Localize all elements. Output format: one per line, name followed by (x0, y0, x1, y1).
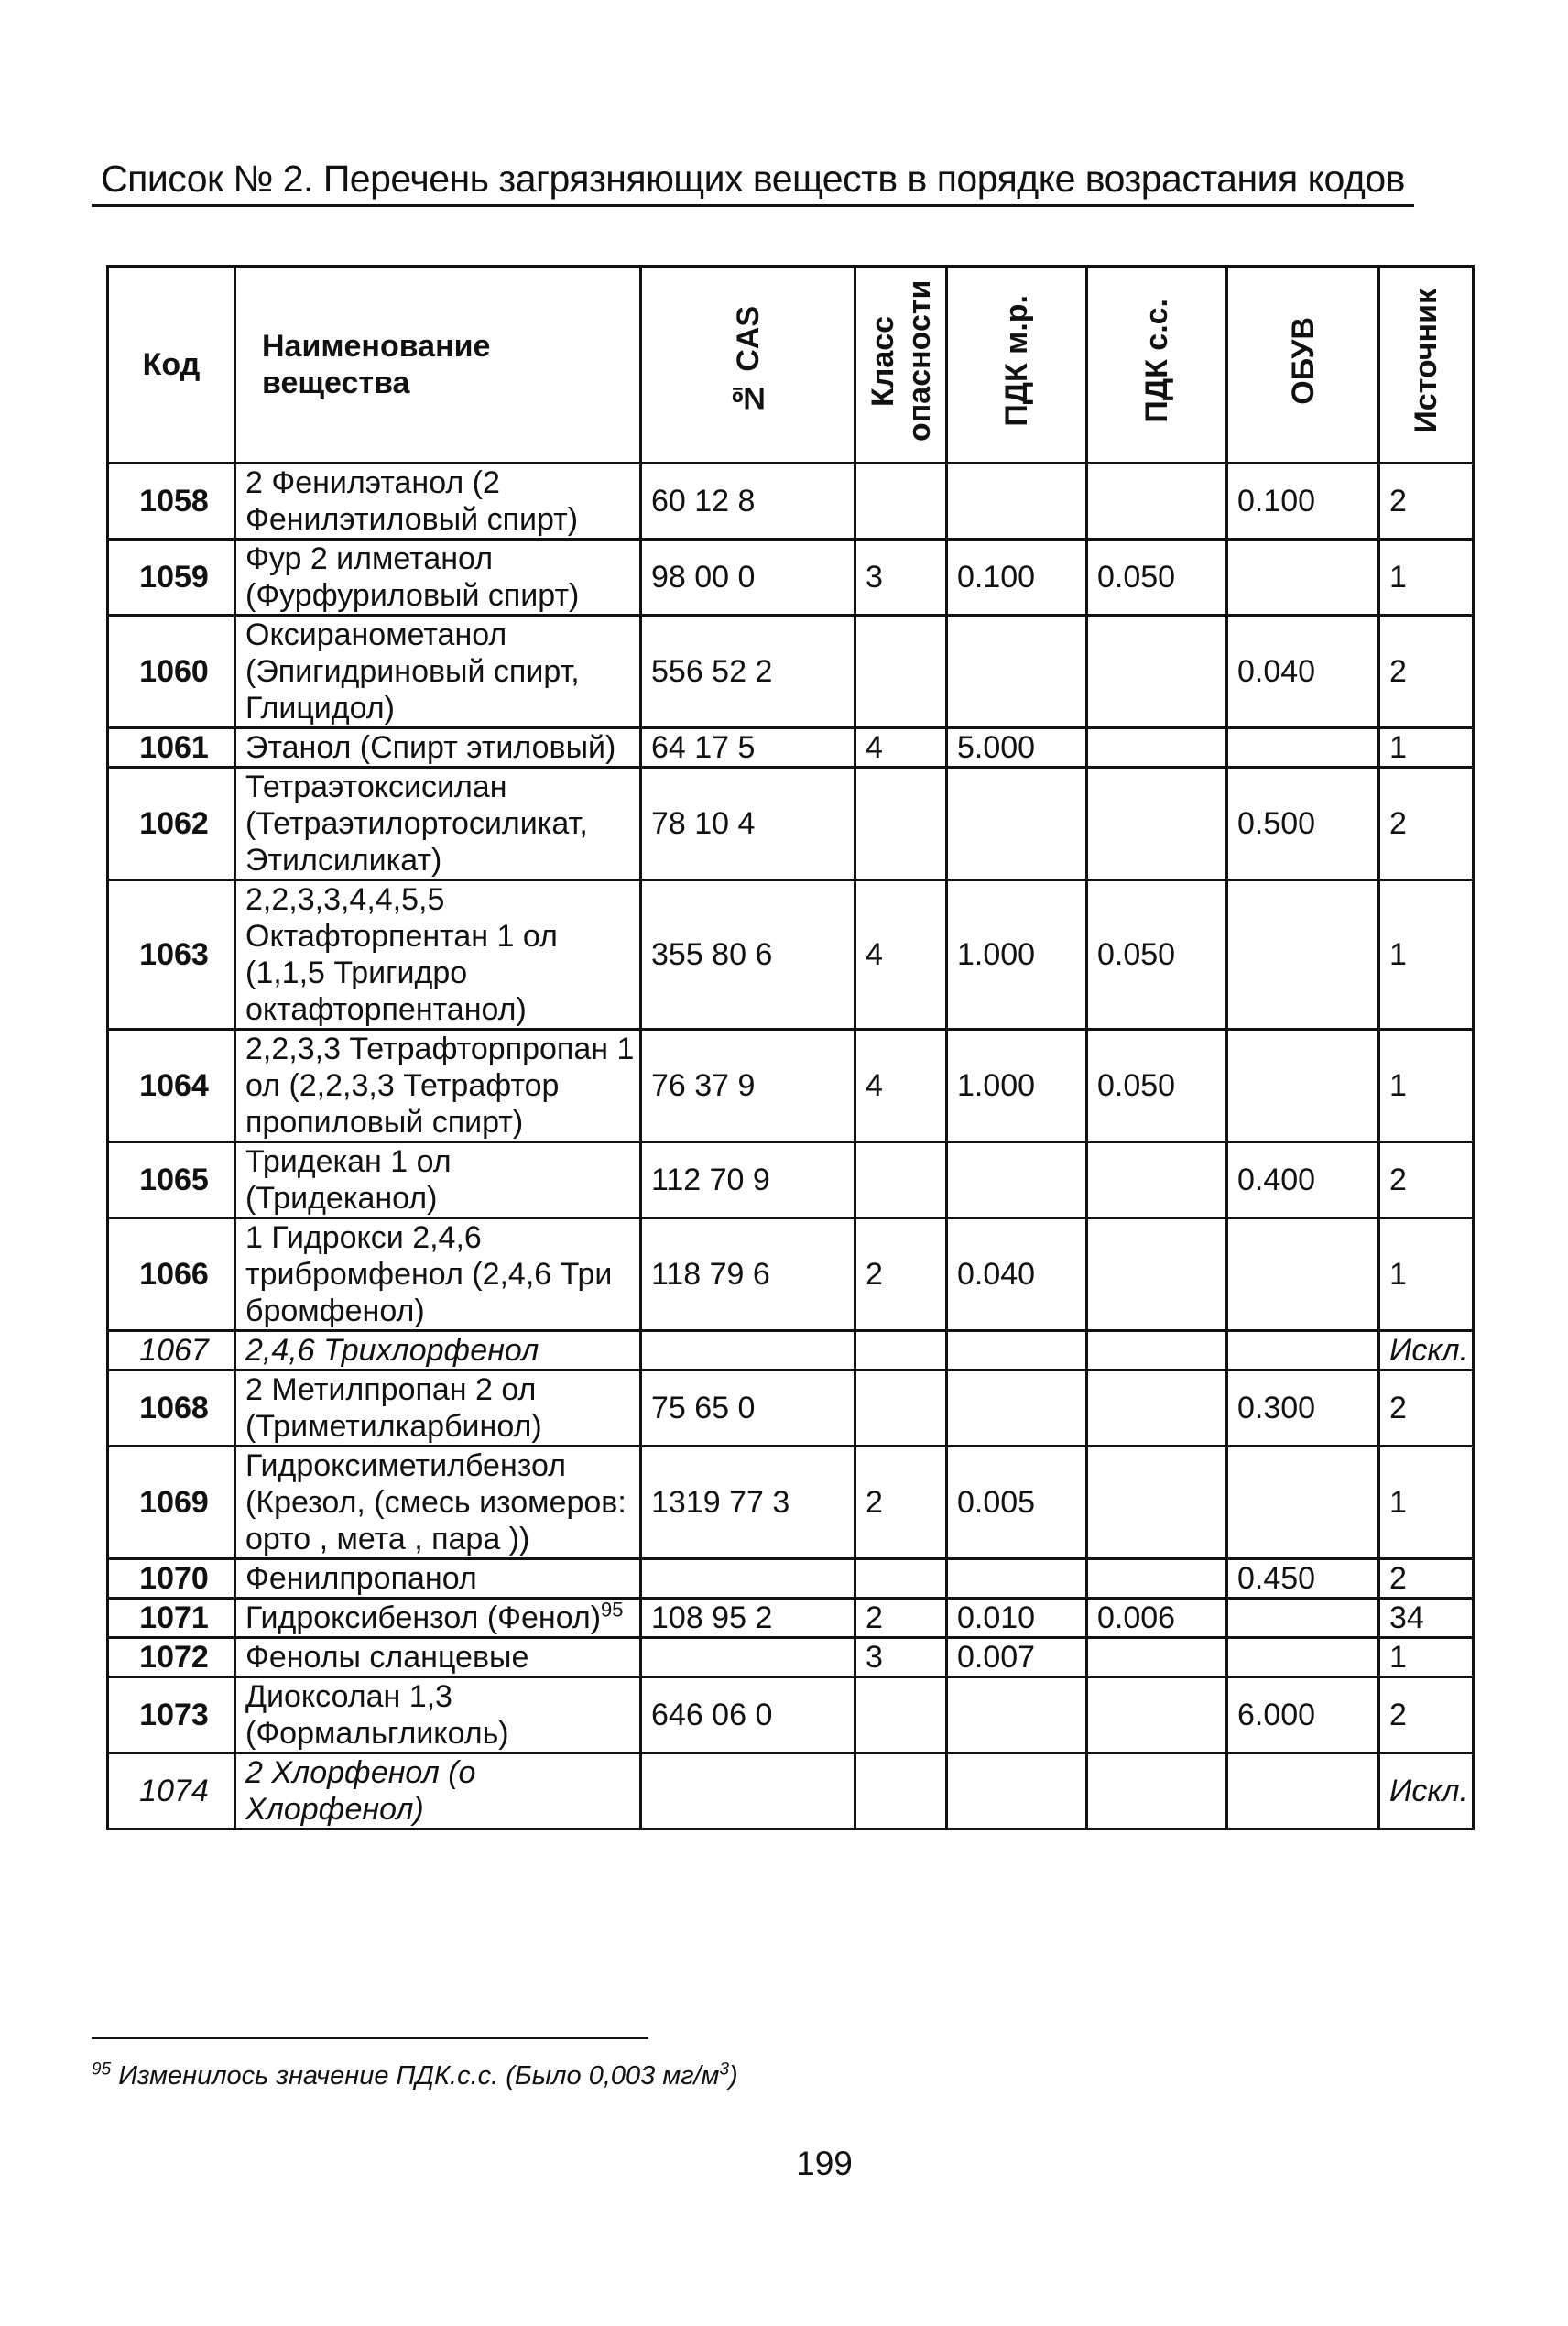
cell-cas-text: 75 65 0 (651, 1391, 756, 1425)
cell-code (108, 880, 235, 1030)
cell-hazard-class (855, 540, 947, 616)
cell-pdk-mr (947, 1638, 1087, 1677)
cell-pdk-ss (1087, 1638, 1227, 1677)
cell-hazard-class (855, 1030, 947, 1142)
cell-code (108, 768, 235, 880)
header-pdk-ss (1087, 267, 1227, 464)
cell-cas-text: 98 00 0 (651, 560, 756, 595)
cell-pdk-ss (1087, 768, 1227, 880)
cell-name (235, 1142, 641, 1218)
cell-pdk-mr (947, 1218, 1087, 1331)
cell-cas-text: 76 37 9 (651, 1068, 756, 1103)
cell-source-text: 2 (1389, 1561, 1407, 1596)
header-pdk-ss-label: ПДК с.с. (1139, 298, 1174, 423)
cell-source (1379, 1447, 1474, 1559)
cell-hazard-class-text: 3 (866, 1640, 883, 1675)
cell-hazard-class (855, 1599, 947, 1638)
cell-cas (641, 768, 855, 880)
header-obuv (1227, 267, 1379, 464)
cell-source-text: 1 (1389, 730, 1407, 765)
cell-pdk-ss (1087, 1599, 1227, 1638)
cell-code (108, 1559, 235, 1599)
cell-code-text: 1062 (139, 806, 209, 841)
header-hazard-class-label: Класс опасности (865, 279, 937, 442)
table-row (108, 1331, 1474, 1370)
cell-cas (641, 1370, 855, 1447)
cell-source (1379, 1331, 1474, 1370)
cell-pdk-ss (1087, 880, 1227, 1030)
cell-cas (641, 1559, 855, 1599)
cell-name (235, 1599, 641, 1638)
cell-hazard-class (855, 1142, 947, 1218)
cell-obuv (1227, 1638, 1379, 1677)
table-row (108, 616, 1474, 728)
cell-hazard-class (855, 1559, 947, 1599)
cell-source-text: 2 (1389, 654, 1407, 689)
cell-pdk-mr (947, 1753, 1087, 1829)
cell-source (1379, 1218, 1474, 1331)
cell-code (108, 1753, 235, 1829)
cell-code-text: 1069 (139, 1485, 209, 1520)
cell-name (235, 1447, 641, 1559)
title-rule (92, 204, 1414, 207)
footnote-closing: ) (729, 2061, 738, 2091)
cell-source (1379, 1599, 1474, 1638)
cell-obuv (1227, 880, 1379, 1030)
cell-source-text: 2 (1389, 1391, 1407, 1425)
cell-code-text: 1072 (139, 1640, 209, 1675)
cell-name-text: Этанол (Спирт этиловый) (245, 730, 616, 765)
cell-name (235, 1559, 641, 1599)
cell-code (108, 1677, 235, 1753)
cell-code-text: 1074 (139, 1774, 209, 1808)
table-row (108, 1142, 1474, 1218)
cell-name-text: Тетраэтоксисилан (Тетраэтилортосиликат, Этилсиликат) (245, 770, 588, 878)
cell-hazard-class (855, 1753, 947, 1829)
cell-pdk-mr (947, 880, 1087, 1030)
cell-cas (641, 464, 855, 540)
table-row (108, 464, 1474, 540)
cell-hazard-class (855, 1677, 947, 1753)
cell-hazard-class-text: 4 (866, 937, 883, 972)
cell-pdk-mr-text: 0.010 (957, 1600, 1036, 1635)
cell-name-text: 2 Фенилэтанол (2 Фенилэтиловый спирт) (245, 465, 579, 537)
cell-code (108, 1142, 235, 1218)
table-row (108, 1030, 1474, 1142)
cell-name-text: 2 Хлорфенол (о Хлорфенол) (245, 1755, 476, 1827)
cell-source (1379, 768, 1474, 880)
cell-name-text: Тридекан 1 ол (Тридеканол) (245, 1144, 452, 1216)
cell-obuv (1227, 540, 1379, 616)
cell-obuv (1227, 1559, 1379, 1599)
cell-name-text: 2,2,3,3 Тетрафторпропан 1 ол (2,2,3,3 Тетрафтор пропиловый спирт) (245, 1032, 635, 1140)
cell-pdk-ss (1087, 1559, 1227, 1599)
cell-obuv (1227, 1142, 1379, 1218)
cell-cas (641, 1331, 855, 1370)
cell-name (235, 768, 641, 880)
cell-pdk-ss (1087, 616, 1227, 728)
cell-name-text: Фенилпропанол (245, 1561, 477, 1596)
cell-source (1379, 1677, 1474, 1753)
cell-code-text: 1065 (139, 1163, 209, 1197)
cell-pdk-mr-text: 0.007 (957, 1640, 1036, 1675)
page-number: 199 (796, 2145, 853, 2182)
cell-pdk-mr-text: 0.040 (957, 1257, 1036, 1292)
cell-code-text: 1059 (139, 560, 209, 595)
cell-source (1379, 1370, 1474, 1447)
cell-hazard-class (855, 616, 947, 728)
cell-source-text: Искл. (1389, 1774, 1468, 1808)
cell-hazard-class (855, 1447, 947, 1559)
cell-name (235, 1218, 641, 1331)
cell-code (108, 728, 235, 768)
cell-source (1379, 1753, 1474, 1829)
cell-source (1379, 1030, 1474, 1142)
cell-source-text: Искл. (1389, 1333, 1468, 1368)
table-row (108, 880, 1474, 1030)
cell-hazard-class (855, 768, 947, 880)
cell-cas (641, 1599, 855, 1638)
cell-name (235, 1030, 641, 1142)
cell-pdk-ss (1087, 1753, 1227, 1829)
cell-hazard-class (855, 880, 947, 1030)
cell-cas-text: 1319 77 3 (651, 1485, 790, 1520)
cell-cas-text: 60 12 8 (651, 484, 756, 519)
cell-pdk-mr-text: 1.000 (957, 937, 1036, 972)
cell-code-text: 1060 (139, 654, 209, 689)
header-source (1379, 267, 1474, 464)
cell-code-text: 1067 (139, 1333, 209, 1368)
cell-name-text: Фур 2 илметанол (Фурфуриловый спирт) (245, 541, 580, 613)
header-source-label: Источник (1409, 288, 1443, 433)
cell-pdk-ss (1087, 1331, 1227, 1370)
cell-obuv (1227, 1447, 1379, 1559)
cell-source (1379, 880, 1474, 1030)
cell-code-text: 1058 (139, 484, 209, 519)
cell-pdk-ss-text: 0.050 (1097, 937, 1176, 972)
cell-source (1379, 1559, 1474, 1599)
cell-pdk-mr-text: 5.000 (957, 730, 1036, 765)
cell-source-text: 1 (1389, 937, 1407, 972)
cell-pdk-ss-text: 0.050 (1097, 1068, 1176, 1103)
cell-obuv (1227, 1218, 1379, 1331)
table-row (108, 540, 1474, 616)
cell-source (1379, 1142, 1474, 1218)
cell-hazard-class-text: 4 (866, 730, 883, 765)
cell-obuv-text: 0.040 (1237, 654, 1316, 689)
table-header-row (108, 267, 1474, 464)
cell-source (1379, 464, 1474, 540)
cell-pdk-mr (947, 1331, 1087, 1370)
table-body (108, 464, 1474, 1829)
cell-code (108, 1331, 235, 1370)
cell-code-text: 1061 (139, 730, 209, 765)
cell-pdk-mr (947, 1030, 1087, 1142)
cell-name-text: Гидроксиметилбензол (Крезол, (смесь изомеров: орто , мета , пара )) (245, 1448, 626, 1556)
cell-code (108, 464, 235, 540)
cell-obuv (1227, 1599, 1379, 1638)
cell-source (1379, 540, 1474, 616)
cell-cas-text: 78 10 4 (651, 806, 756, 841)
cell-source-text: 2 (1389, 1163, 1407, 1197)
cell-pdk-mr-text: 0.100 (957, 560, 1036, 595)
cell-pdk-ss-text: 0.006 (1097, 1600, 1176, 1635)
footnote-reference: 95 (601, 1598, 624, 1622)
table-row (108, 768, 1474, 880)
header-hazard-class (855, 267, 947, 464)
footnote (92, 2059, 738, 2092)
cell-hazard-class-text: 2 (866, 1600, 883, 1635)
cell-hazard-class (855, 1331, 947, 1370)
cell-code-text: 1064 (139, 1068, 209, 1103)
cell-cas-text: 556 52 2 (651, 654, 773, 689)
cell-name (235, 540, 641, 616)
page-title: Список № 2. Перечень загрязняющих веществ в порядке возрастания кодов (101, 158, 1405, 200)
header-cas (641, 267, 855, 464)
cell-cas (641, 1753, 855, 1829)
cell-pdk-mr (947, 1142, 1087, 1218)
cell-obuv-text: 0.300 (1237, 1391, 1316, 1425)
cell-hazard-class-text: 3 (866, 560, 883, 595)
header-pdk-mr-label: ПДК м.р. (999, 294, 1034, 427)
cell-cas-text: 64 17 5 (651, 730, 756, 765)
cell-name (235, 1331, 641, 1370)
cell-obuv-text: 6.000 (1237, 1698, 1316, 1732)
cell-pdk-mr (947, 464, 1087, 540)
cell-source-text: 2 (1389, 1698, 1407, 1732)
cell-cas (641, 1030, 855, 1142)
cell-hazard-class (855, 1218, 947, 1331)
cell-source-text: 34 (1389, 1600, 1424, 1635)
cell-name (235, 1638, 641, 1677)
header-pdk-mr (947, 267, 1087, 464)
cell-pdk-mr (947, 1599, 1087, 1638)
cell-hazard-class-text: 4 (866, 1068, 883, 1103)
cell-name-text: Гидроксибензол (Фенол) (245, 1600, 602, 1635)
substances-table (106, 265, 1475, 1830)
cell-pdk-ss (1087, 1142, 1227, 1218)
cell-pdk-mr-text: 1.000 (957, 1068, 1036, 1103)
cell-code (108, 616, 235, 728)
cell-source (1379, 616, 1474, 728)
cell-code (108, 1447, 235, 1559)
cell-pdk-ss-text: 0.050 (1097, 560, 1176, 595)
cell-obuv (1227, 768, 1379, 880)
cell-pdk-ss (1087, 1218, 1227, 1331)
cell-obuv (1227, 616, 1379, 728)
cell-name-text: 2,2,3,3,4,4,5,5 Октафторпентан 1 ол (1,1,5 Тригидро октафторпентанол) (245, 882, 558, 1027)
footnote-text: Изменилось значение ПДК.с.с. (Было 0,003 мг/м (111, 2061, 720, 2091)
table-row (108, 1447, 1474, 1559)
cell-hazard-class-text: 2 (866, 1257, 883, 1292)
cell-obuv (1227, 1370, 1379, 1447)
cell-cas (641, 1638, 855, 1677)
cell-name-text: 2 Метилпропан 2 ол (Триметилкарбинол) (245, 1372, 542, 1444)
cell-name-text: Диоксолан 1,3 (Формальгликоль) (245, 1679, 509, 1751)
cell-cas-text: 646 06 0 (651, 1698, 773, 1732)
header-code: Код (108, 267, 235, 464)
cell-cas-text: 355 80 6 (651, 937, 773, 972)
cell-pdk-ss (1087, 540, 1227, 616)
table-row (108, 1559, 1474, 1599)
cell-obuv (1227, 728, 1379, 768)
cell-hazard-class (855, 728, 947, 768)
cell-obuv-text: 0.100 (1237, 484, 1316, 519)
cell-name-text: Оксиранометанол (Эпигидриновый спирт, Глицидол) (245, 617, 580, 726)
cell-pdk-mr (947, 1370, 1087, 1447)
footnote-unit-sup: 3 (719, 2059, 730, 2080)
table-row (108, 1218, 1474, 1331)
cell-cas-text: 108 95 2 (651, 1600, 773, 1635)
cell-obuv (1227, 464, 1379, 540)
cell-cas-text: 112 70 9 (651, 1163, 770, 1197)
cell-cas (641, 1142, 855, 1218)
cell-pdk-ss (1087, 1447, 1227, 1559)
table-row (108, 728, 1474, 768)
cell-code-text: 1073 (139, 1698, 209, 1732)
header-obuv-label: ОБУВ (1285, 316, 1321, 405)
cell-obuv (1227, 1753, 1379, 1829)
cell-obuv-text: 0.450 (1237, 1561, 1316, 1596)
cell-obuv (1227, 1331, 1379, 1370)
cell-name (235, 728, 641, 768)
table-row (108, 1677, 1474, 1753)
cell-cas (641, 616, 855, 728)
cell-name (235, 1370, 641, 1447)
cell-source-text: 2 (1389, 484, 1407, 519)
cell-source-text: 1 (1389, 560, 1407, 595)
cell-code (108, 540, 235, 616)
footnote-marker: 95 (92, 2059, 112, 2080)
cell-source-text: 2 (1389, 806, 1407, 841)
header-cas-label: № CAS (730, 305, 766, 416)
cell-pdk-ss (1087, 728, 1227, 768)
cell-code (108, 1218, 235, 1331)
cell-source-text: 1 (1389, 1068, 1407, 1103)
cell-source-text: 1 (1389, 1640, 1407, 1675)
cell-pdk-mr (947, 768, 1087, 880)
cell-cas (641, 880, 855, 1030)
cell-source (1379, 728, 1474, 768)
cell-pdk-ss (1087, 464, 1227, 540)
cell-name-text: 2,4,6 Трихлорфенол (245, 1333, 539, 1368)
table-row (108, 1370, 1474, 1447)
table-row (108, 1599, 1474, 1638)
cell-code (108, 1638, 235, 1677)
table-row (108, 1638, 1474, 1677)
cell-cas (641, 1218, 855, 1331)
table-row (108, 1753, 1474, 1829)
cell-pdk-mr (947, 540, 1087, 616)
cell-code-text: 1070 (139, 1561, 209, 1596)
cell-source-text: 1 (1389, 1485, 1407, 1520)
cell-pdk-mr (947, 1447, 1087, 1559)
cell-obuv (1227, 1030, 1379, 1142)
cell-pdk-ss (1087, 1030, 1227, 1142)
cell-pdk-mr (947, 1677, 1087, 1753)
cell-obuv (1227, 1677, 1379, 1753)
cell-pdk-ss (1087, 1677, 1227, 1753)
cell-code-text: 1071 (139, 1600, 209, 1635)
cell-source-text: 1 (1389, 1257, 1407, 1292)
header-name: Наименование вещества (235, 267, 641, 464)
cell-hazard-class (855, 464, 947, 540)
cell-hazard-class-text: 2 (866, 1485, 883, 1520)
cell-cas (641, 540, 855, 616)
cell-name (235, 880, 641, 1030)
cell-source (1379, 1638, 1474, 1677)
cell-code-text: 1068 (139, 1391, 209, 1425)
cell-name (235, 1753, 641, 1829)
cell-cas-text: 118 79 6 (651, 1257, 770, 1292)
cell-code-text: 1066 (139, 1257, 209, 1292)
cell-code (108, 1030, 235, 1142)
cell-hazard-class (855, 1638, 947, 1677)
footnote-rule (92, 2037, 648, 2039)
cell-name (235, 464, 641, 540)
cell-pdk-mr (947, 1559, 1087, 1599)
cell-pdk-mr (947, 728, 1087, 768)
cell-name-text: 1 Гидрокси 2,4,6 трибромфенол (2,4,6 Три бромфенол) (245, 1220, 613, 1328)
cell-cas (641, 728, 855, 768)
cell-name-text: Фенолы сланцевые (245, 1640, 529, 1675)
cell-pdk-ss (1087, 1370, 1227, 1447)
cell-hazard-class (855, 1370, 947, 1447)
cell-cas (641, 1447, 855, 1559)
cell-pdk-mr-text: 0.005 (957, 1485, 1036, 1520)
cell-name (235, 1677, 641, 1753)
cell-code-text: 1063 (139, 937, 209, 972)
cell-code (108, 1370, 235, 1447)
cell-obuv-text: 0.500 (1237, 806, 1316, 841)
cell-cas (641, 1677, 855, 1753)
cell-code (108, 1599, 235, 1638)
cell-pdk-mr (947, 616, 1087, 728)
cell-obuv-text: 0.400 (1237, 1163, 1316, 1197)
cell-name (235, 616, 641, 728)
